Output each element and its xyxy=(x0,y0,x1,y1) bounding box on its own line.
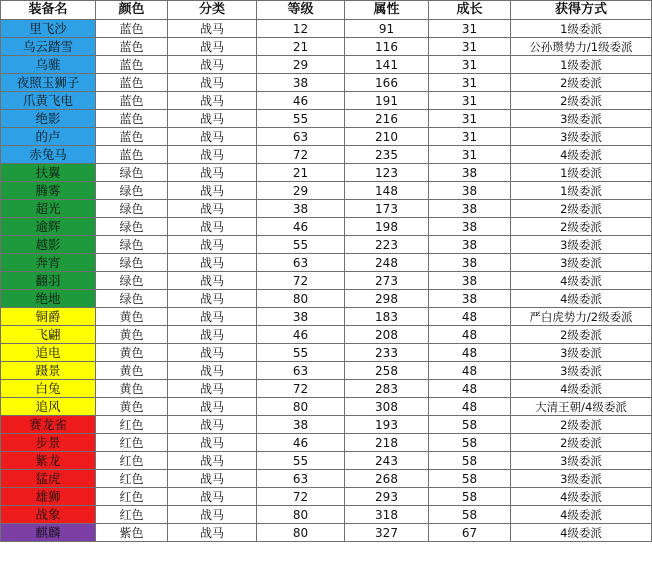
cell-acquisition: 4级委派 xyxy=(511,380,652,398)
table-row xyxy=(1,452,652,470)
cell-name: 超光 xyxy=(1,200,96,218)
cell-attribute: 218 xyxy=(345,434,429,452)
cell-name: 乌骓 xyxy=(1,56,96,74)
cell-acquisition: 大清王朝/4级委派 xyxy=(511,398,652,416)
cell-attribute: 141 xyxy=(345,56,429,74)
cell-growth: 38 xyxy=(429,200,511,218)
header-category: 分类 xyxy=(168,1,257,20)
cell-growth: 31 xyxy=(429,146,511,164)
cell-growth: 38 xyxy=(429,290,511,308)
cell-acquisition: 3级委派 xyxy=(511,470,652,488)
cell-color: 红色 xyxy=(96,416,168,434)
cell-level: 72 xyxy=(257,488,345,506)
cell-color: 绿色 xyxy=(96,254,168,272)
cell-name: 爪黄飞电 xyxy=(1,92,96,110)
cell-attribute: 216 xyxy=(345,110,429,128)
cell-level: 46 xyxy=(257,92,345,110)
cell-category: 战马 xyxy=(168,290,257,308)
cell-category: 战马 xyxy=(168,38,257,56)
cell-name: 追风 xyxy=(1,398,96,416)
cell-color: 黄色 xyxy=(96,398,168,416)
cell-level: 38 xyxy=(257,74,345,92)
cell-name: 猛虎 xyxy=(1,470,96,488)
cell-growth: 58 xyxy=(429,434,511,452)
table-row xyxy=(1,380,652,398)
cell-growth: 38 xyxy=(429,272,511,290)
cell-acquisition: 4级委派 xyxy=(511,488,652,506)
cell-growth: 58 xyxy=(429,416,511,434)
cell-attribute: 91 xyxy=(345,20,429,38)
cell-acquisition: 2级委派 xyxy=(511,434,652,452)
cell-name: 追电 xyxy=(1,344,96,362)
cell-level: 72 xyxy=(257,272,345,290)
cell-acquisition: 3级委派 xyxy=(511,236,652,254)
cell-acquisition: 4级委派 xyxy=(511,146,652,164)
cell-growth: 48 xyxy=(429,398,511,416)
table-row xyxy=(1,110,652,128)
cell-growth: 38 xyxy=(429,236,511,254)
table-row xyxy=(1,38,652,56)
cell-growth: 48 xyxy=(429,362,511,380)
table-row xyxy=(1,74,652,92)
cell-acquisition: 2级委派 xyxy=(511,416,652,434)
header-growth: 成长 xyxy=(429,1,511,20)
cell-acquisition: 2级委派 xyxy=(511,218,652,236)
cell-level: 21 xyxy=(257,38,345,56)
cell-name: 乌云踏雪 xyxy=(1,38,96,56)
cell-growth: 31 xyxy=(429,38,511,56)
cell-name: 赤兔马 xyxy=(1,146,96,164)
cell-attribute: 123 xyxy=(345,164,429,182)
cell-name: 战象 xyxy=(1,506,96,524)
cell-category: 战马 xyxy=(168,20,257,38)
cell-growth: 38 xyxy=(429,182,511,200)
cell-level: 55 xyxy=(257,452,345,470)
cell-attribute: 191 xyxy=(345,92,429,110)
table-row xyxy=(1,164,652,182)
cell-acquisition: 4级委派 xyxy=(511,290,652,308)
cell-acquisition: 1级委派 xyxy=(511,182,652,200)
cell-category: 战马 xyxy=(168,218,257,236)
header-name: 装备名 xyxy=(1,1,96,20)
cell-acquisition: 公孙瓒势力/1级委派 xyxy=(511,38,652,56)
cell-name: 麒麟 xyxy=(1,524,96,542)
cell-name: 铜爵 xyxy=(1,308,96,326)
cell-color: 绿色 xyxy=(96,218,168,236)
cell-color: 黄色 xyxy=(96,344,168,362)
cell-level: 63 xyxy=(257,254,345,272)
table-row xyxy=(1,200,652,218)
cell-name: 绝影 xyxy=(1,110,96,128)
cell-acquisition: 3级委派 xyxy=(511,362,652,380)
cell-level: 46 xyxy=(257,218,345,236)
cell-attribute: 318 xyxy=(345,506,429,524)
cell-level: 21 xyxy=(257,164,345,182)
table-row xyxy=(1,20,652,38)
cell-color: 蓝色 xyxy=(96,128,168,146)
cell-color: 绿色 xyxy=(96,164,168,182)
cell-category: 战马 xyxy=(168,362,257,380)
cell-level: 80 xyxy=(257,290,345,308)
cell-category: 战马 xyxy=(168,110,257,128)
table-row xyxy=(1,524,652,542)
cell-category: 战马 xyxy=(168,416,257,434)
cell-category: 战马 xyxy=(168,128,257,146)
cell-category: 战马 xyxy=(168,272,257,290)
cell-name: 腾雾 xyxy=(1,182,96,200)
cell-attribute: 173 xyxy=(345,200,429,218)
cell-name: 的卢 xyxy=(1,128,96,146)
cell-color: 蓝色 xyxy=(96,56,168,74)
cell-growth: 31 xyxy=(429,20,511,38)
cell-level: 55 xyxy=(257,110,345,128)
cell-category: 战马 xyxy=(168,92,257,110)
cell-growth: 31 xyxy=(429,128,511,146)
cell-category: 战马 xyxy=(168,164,257,182)
table-body xyxy=(1,20,652,542)
cell-attribute: 235 xyxy=(345,146,429,164)
cell-growth: 48 xyxy=(429,344,511,362)
cell-level: 38 xyxy=(257,200,345,218)
table-row xyxy=(1,434,652,452)
cell-attribute: 327 xyxy=(345,524,429,542)
cell-acquisition: 4级委派 xyxy=(511,524,652,542)
cell-category: 战马 xyxy=(168,380,257,398)
cell-name: 越影 xyxy=(1,236,96,254)
cell-color: 红色 xyxy=(96,470,168,488)
table-row xyxy=(1,344,652,362)
cell-acquisition: 2级委派 xyxy=(511,200,652,218)
cell-growth: 48 xyxy=(429,380,511,398)
cell-level: 55 xyxy=(257,236,345,254)
cell-category: 战马 xyxy=(168,308,257,326)
cell-growth: 67 xyxy=(429,524,511,542)
cell-growth: 31 xyxy=(429,110,511,128)
cell-growth: 48 xyxy=(429,308,511,326)
table-row xyxy=(1,488,652,506)
cell-acquisition: 3级委派 xyxy=(511,128,652,146)
cell-level: 72 xyxy=(257,380,345,398)
cell-name: 蹑景 xyxy=(1,362,96,380)
table-row xyxy=(1,254,652,272)
cell-attribute: 148 xyxy=(345,182,429,200)
cell-acquisition: 3级委派 xyxy=(511,110,652,128)
cell-color: 蓝色 xyxy=(96,74,168,92)
cell-category: 战马 xyxy=(168,182,257,200)
table-row xyxy=(1,128,652,146)
cell-color: 蓝色 xyxy=(96,20,168,38)
cell-growth: 58 xyxy=(429,506,511,524)
cell-attribute: 193 xyxy=(345,416,429,434)
cell-color: 蓝色 xyxy=(96,38,168,56)
table-row xyxy=(1,236,652,254)
cell-color: 绿色 xyxy=(96,236,168,254)
cell-acquisition: 1级委派 xyxy=(511,56,652,74)
table-row xyxy=(1,308,652,326)
cell-acquisition: 4级委派 xyxy=(511,272,652,290)
cell-color: 绿色 xyxy=(96,290,168,308)
cell-color: 绿色 xyxy=(96,200,168,218)
cell-category: 战马 xyxy=(168,254,257,272)
table-row xyxy=(1,146,652,164)
cell-attribute: 208 xyxy=(345,326,429,344)
header-acquisition: 获得方式 xyxy=(511,1,652,20)
table-row xyxy=(1,92,652,110)
header-level: 等级 xyxy=(257,1,345,20)
cell-attribute: 233 xyxy=(345,344,429,362)
cell-attribute: 198 xyxy=(345,218,429,236)
cell-category: 战马 xyxy=(168,56,257,74)
cell-category: 战马 xyxy=(168,434,257,452)
cell-attribute: 273 xyxy=(345,272,429,290)
cell-color: 红色 xyxy=(96,434,168,452)
cell-attribute: 283 xyxy=(345,380,429,398)
cell-acquisition: 严白虎势力/2级委派 xyxy=(511,308,652,326)
header-row xyxy=(1,1,652,20)
cell-name: 绝地 xyxy=(1,290,96,308)
cell-category: 战马 xyxy=(168,398,257,416)
cell-attribute: 116 xyxy=(345,38,429,56)
cell-name: 飞翩 xyxy=(1,326,96,344)
table-row xyxy=(1,272,652,290)
cell-color: 黄色 xyxy=(96,362,168,380)
cell-level: 80 xyxy=(257,506,345,524)
cell-growth: 58 xyxy=(429,470,511,488)
cell-category: 战马 xyxy=(168,74,257,92)
cell-attribute: 298 xyxy=(345,290,429,308)
cell-color: 黄色 xyxy=(96,380,168,398)
cell-category: 战马 xyxy=(168,524,257,542)
cell-growth: 31 xyxy=(429,56,511,74)
cell-category: 战马 xyxy=(168,146,257,164)
cell-color: 黄色 xyxy=(96,326,168,344)
cell-level: 63 xyxy=(257,128,345,146)
cell-level: 63 xyxy=(257,470,345,488)
cell-name: 里飞沙 xyxy=(1,20,96,38)
cell-color: 黄色 xyxy=(96,308,168,326)
cell-level: 46 xyxy=(257,326,345,344)
cell-color: 绿色 xyxy=(96,182,168,200)
cell-acquisition: 2级委派 xyxy=(511,92,652,110)
cell-level: 38 xyxy=(257,416,345,434)
cell-name: 紫龙 xyxy=(1,452,96,470)
cell-acquisition: 1级委派 xyxy=(511,20,652,38)
cell-attribute: 223 xyxy=(345,236,429,254)
cell-attribute: 210 xyxy=(345,128,429,146)
cell-name: 雄狮 xyxy=(1,488,96,506)
cell-color: 红色 xyxy=(96,506,168,524)
cell-level: 55 xyxy=(257,344,345,362)
cell-attribute: 243 xyxy=(345,452,429,470)
cell-category: 战马 xyxy=(168,200,257,218)
table-row xyxy=(1,470,652,488)
cell-attribute: 166 xyxy=(345,74,429,92)
cell-attribute: 258 xyxy=(345,362,429,380)
table-row xyxy=(1,182,652,200)
cell-color: 蓝色 xyxy=(96,110,168,128)
cell-attribute: 183 xyxy=(345,308,429,326)
table-row xyxy=(1,326,652,344)
table-row xyxy=(1,56,652,74)
cell-color: 蓝色 xyxy=(96,146,168,164)
cell-growth: 58 xyxy=(429,488,511,506)
cell-category: 战马 xyxy=(168,236,257,254)
table-row xyxy=(1,506,652,524)
cell-category: 战马 xyxy=(168,506,257,524)
cell-growth: 38 xyxy=(429,218,511,236)
cell-category: 战马 xyxy=(168,344,257,362)
cell-level: 63 xyxy=(257,362,345,380)
cell-name: 步景 xyxy=(1,434,96,452)
cell-growth: 58 xyxy=(429,452,511,470)
cell-acquisition: 2级委派 xyxy=(511,74,652,92)
cell-name: 夜照玉狮子 xyxy=(1,74,96,92)
table-row xyxy=(1,416,652,434)
cell-color: 红色 xyxy=(96,452,168,470)
cell-level: 29 xyxy=(257,56,345,74)
cell-color: 蓝色 xyxy=(96,92,168,110)
cell-growth: 31 xyxy=(429,92,511,110)
cell-growth: 38 xyxy=(429,164,511,182)
cell-growth: 31 xyxy=(429,74,511,92)
cell-name: 白兔 xyxy=(1,380,96,398)
cell-level: 46 xyxy=(257,434,345,452)
cell-level: 12 xyxy=(257,20,345,38)
cell-color: 紫色 xyxy=(96,524,168,542)
cell-name: 扶翼 xyxy=(1,164,96,182)
header-attribute: 属性 xyxy=(345,1,429,20)
cell-level: 72 xyxy=(257,146,345,164)
cell-name: 逾辉 xyxy=(1,218,96,236)
cell-attribute: 308 xyxy=(345,398,429,416)
cell-color: 红色 xyxy=(96,488,168,506)
cell-attribute: 268 xyxy=(345,470,429,488)
cell-acquisition: 1级委派 xyxy=(511,164,652,182)
cell-growth: 48 xyxy=(429,326,511,344)
cell-category: 战马 xyxy=(168,452,257,470)
cell-level: 80 xyxy=(257,524,345,542)
table-row xyxy=(1,218,652,236)
table-row xyxy=(1,290,652,308)
cell-level: 29 xyxy=(257,182,345,200)
cell-name: 翻羽 xyxy=(1,272,96,290)
cell-acquisition: 3级委派 xyxy=(511,254,652,272)
cell-acquisition: 3级委派 xyxy=(511,344,652,362)
cell-category: 战马 xyxy=(168,470,257,488)
cell-acquisition: 4级委派 xyxy=(511,506,652,524)
cell-name: 赛龙雀 xyxy=(1,416,96,434)
table-row xyxy=(1,398,652,416)
cell-level: 80 xyxy=(257,398,345,416)
cell-acquisition: 2级委派 xyxy=(511,326,652,344)
cell-level: 38 xyxy=(257,308,345,326)
cell-growth: 38 xyxy=(429,254,511,272)
cell-category: 战马 xyxy=(168,326,257,344)
cell-name: 奔宵 xyxy=(1,254,96,272)
table-row xyxy=(1,362,652,380)
cell-acquisition: 3级委派 xyxy=(511,452,652,470)
cell-attribute: 248 xyxy=(345,254,429,272)
cell-category: 战马 xyxy=(168,488,257,506)
header-color: 颜色 xyxy=(96,1,168,20)
cell-attribute: 293 xyxy=(345,488,429,506)
cell-color: 绿色 xyxy=(96,272,168,290)
